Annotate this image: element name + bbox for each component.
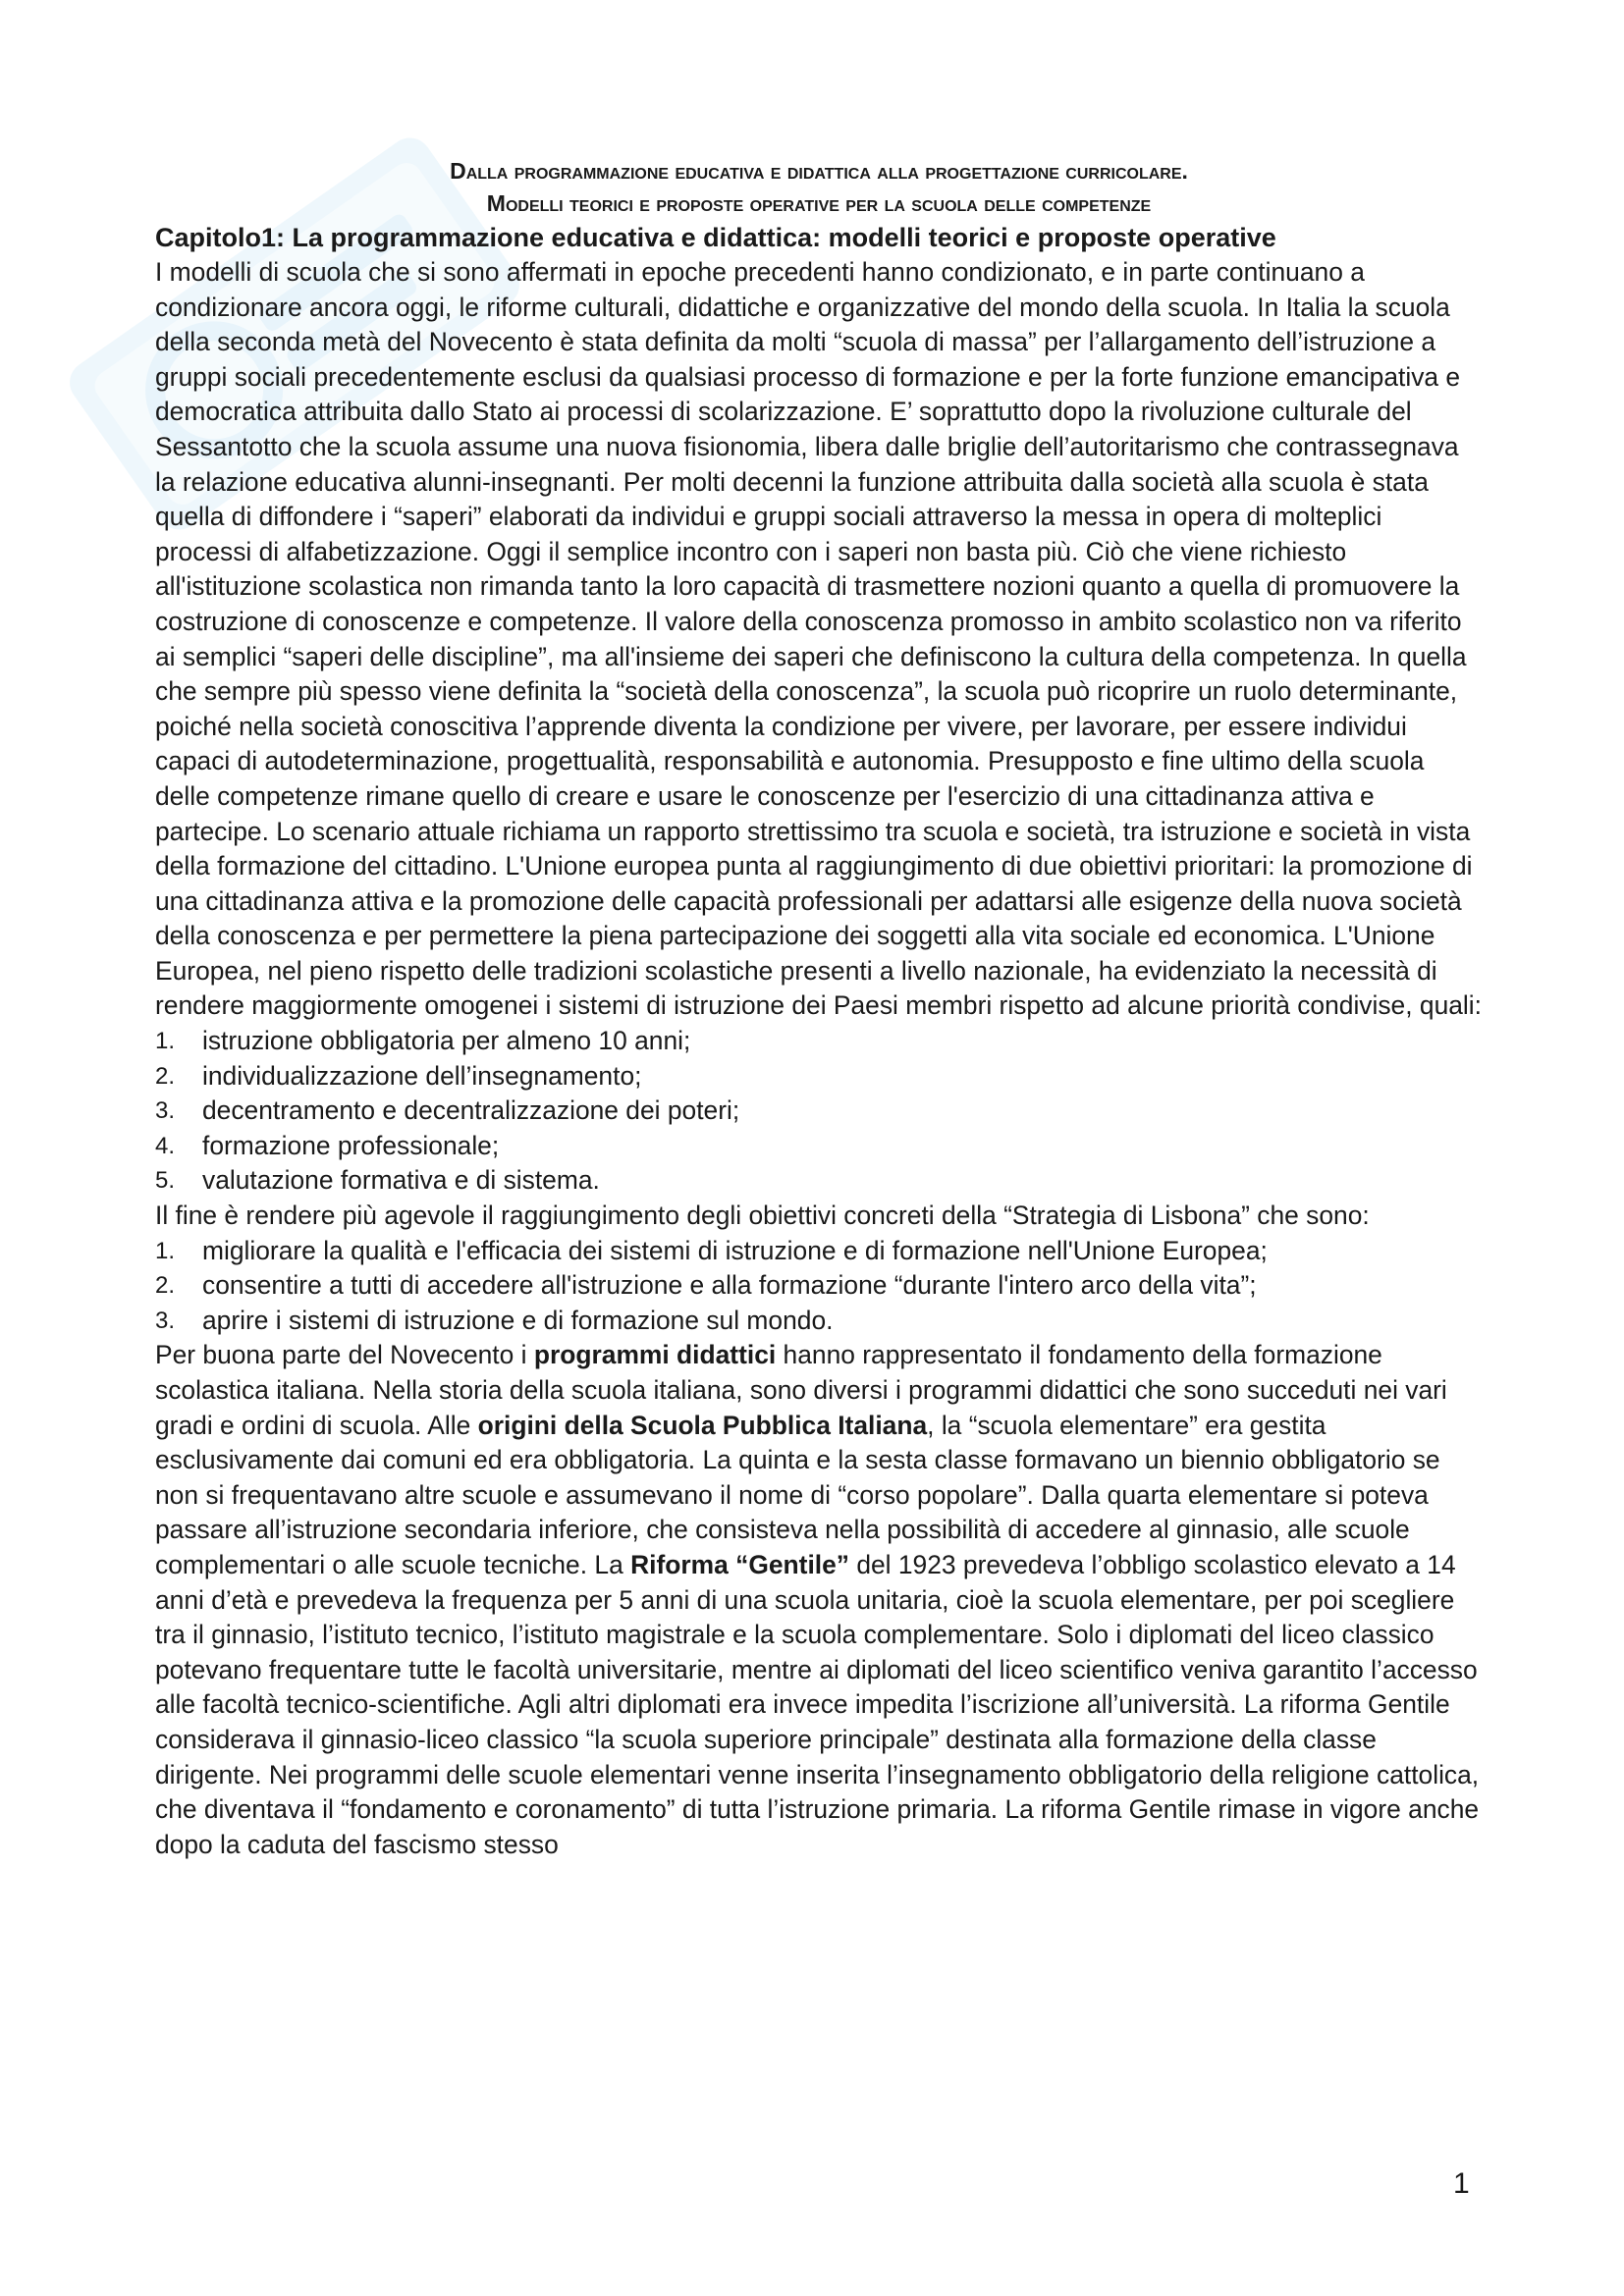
list-item-text: decentramento e decentralizzazione dei poteri; — [202, 1095, 740, 1126]
paragraph-lisbon: Il fine è rendere più agevole il raggiungimento degli obiettivi concreti della “Strategia di Lisbona” che sono: — [155, 1201, 1370, 1231]
list-item-number: 4. — [155, 1132, 176, 1159]
document-title-line-1: Dalla programmazione educativa e didattica alla progettazione curricolare. — [450, 158, 1188, 184]
list-item-text: valutazione formativa e di sistema. — [202, 1165, 600, 1196]
paragraph-intro: I modelli di scuola che si sono affermati in epoche precedenti hanno condizionato, e in parte continuano a condizionare ancora oggi, le riforme culturali, didattiche e organizzative del mondo della scuola. In Italia la scuola della seconda metà del Novecento è stata definita da molti “scuola di massa” per l’allargamento dell’istruzione a gruppi sociali precedentemente esclusi da qualsiasi processo di formazione e per la forte funzione emancipativa e democratica attribuita dallo Stato ai processi di scolarizzazione. E’ soprattutto dopo la rivoluzione culturale del Sessantotto che la scuola assume una nuova fisionomia, libera dalle briglie dell’autoritarismo che contrassegnava la relazione educativa alunni-insegnanti. Per molti decenni la funzione attribuita dalla società alla scuola è stata quella di diffondere i “saperi” elaborati da individui e gruppi sociali attraverso la messa in opera di molteplici processi di alfabetizzazione. Oggi il semplice incontro con i saperi non basta più. Ciò che viene richiesto all'istituzione scolastica non rimanda tanto la loro capacità di trasmettere nozioni quanto a quella di promuovere la costruzione di conoscenze e competenze. Il valore della conoscenza promosso in ambito scolastico non va riferito ai semplici “saperi delle discipline”, ma all'insieme dei saperi che definiscono la cultura della competenza. In quella che sempre più spesso viene definita la “società della conoscenza”, la scuola può ricoprire un ruolo determinante, poiché nella società conoscitiva l’apprende diventa la condizione per vivere, per lavorare, per essere individui capaci di autodeterminazione, progettualità, responsabilità e autonomia. Presupposto e fine ultimo della scuola delle competenze rimane quello di creare e usare le conoscenze per l'esercizio di una cittadinanza attiva e partecipe. Lo scenario attuale richiama un rapporto strettissimo tra scuola e società, tra istruzione e società in vista della formazione del cittadino. L'Unione europea punta al raggiungimento di due obiettivi prioritari: la promozione di una cittadinanza attiva e la promozione delle capacità professionali per adattarsi alle esigenze della nuova società della conoscenza e per permettere la piena partecipazione dei soggetti alla vita sociale ed economica. L'Unione Europea, nel pieno rispetto delle tradizioni scolastiche presenti a livello nazionale, ha evidenziato la necessità di rendere maggiormente omogenei i sistemi di istruzione dei Paesi membri rispetto ad alcune priorità condivise, quali: — [155, 257, 1482, 1021]
paragraph-text: Per buona parte del Novecento i — [155, 1340, 534, 1370]
priority-list — [155, 1024, 1483, 1199]
list-item-number: 5. — [155, 1167, 176, 1195]
document-title-line-2: Modelli teorici e proposte operative per la scuola delle competenze — [486, 190, 1152, 216]
chapter-title: Capitolo1: La programmazione educativa e didattica: modelli teorici e proposte operative — [155, 223, 1276, 252]
list-item — [155, 1163, 1483, 1199]
list-item-number: 2. — [155, 1272, 176, 1300]
list-item-text: istruzione obbligatoria per almeno 10 anni; — [202, 1026, 691, 1056]
list-item — [155, 1268, 1483, 1304]
list-item-number: 1. — [155, 1028, 176, 1055]
bold-term: programmi didattici — [533, 1340, 777, 1370]
list-item-number: 3. — [155, 1097, 176, 1125]
bold-term: origini della Scuola Pubblica Italiana — [477, 1410, 928, 1440]
list-item — [155, 1129, 1483, 1164]
paragraph-text: , la “scuola elementare” era gestita esclusivamente dai comuni ed era obbligatoria. La quinta e la sesta classe formavano un biennio obbligatorio se non si frequentavano altre scuole e assumevano il nome di “corso popolare”. Dalla quarta elementare si poteva passare all’istruzione secondaria inferiore, che consisteva nella possibilità di accedere al ginnasio, alle scuole complementari o alle scuole tecniche. La — [155, 1410, 1440, 1579]
bold-term: Riforma “Gentile” — [630, 1549, 849, 1579]
paragraph-history — [155, 1338, 1483, 1862]
list-item — [155, 1094, 1483, 1129]
list-item-text: consentire a tutti di accedere all'istruzione e alla formazione “durante l'intero arco della vita”; — [202, 1270, 1257, 1301]
list-item-text: migliorare la qualità e l'efficacia dei sistemi di istruzione e di formazione nell'Unione Europea; — [202, 1235, 1268, 1265]
lisbon-objectives-list — [155, 1234, 1483, 1339]
page-number: 1 — [1453, 2167, 1470, 2200]
list-item — [155, 1059, 1483, 1095]
list-item-number: 3. — [155, 1307, 176, 1334]
list-item-text: formazione professionale; — [202, 1130, 500, 1160]
list-item — [155, 1304, 1483, 1339]
paragraph-text: del 1923 prevedeva l’obbligo scolastico elevato a 14 anni d’età e prevedeva la frequenza per 5 anni di una scuola unitaria, cioè la scuola elementare, per poi scegliere tra il ginnasio, l’istituto tecnico, l’istituto magistrale e la scuola complementare. Solo i diplomati del liceo classico potevano frequentare tutte le facoltà universitarie, mentre ai diplomati del liceo scientifico veniva garantito l’accesso alle facoltà tecnico-scientifiche. Agli altri diplomati era invece impedita l’iscrizione all’università. La riforma Gentile considerava il ginnasio-liceo classico “la scuola superiore principale” destinata alla formazione della classe dirigente. Nei programmi delle scuole elementari venne inserita l’insegnamento obbligatorio della religione cattolica, che diventava il “fondamento e coronamento” di tutta l’istruzione primaria. La riforma Gentile rimase in vigore anche dopo la caduta del fascismo stesso — [155, 1549, 1480, 1859]
list-item — [155, 1234, 1483, 1269]
list-item — [155, 1024, 1483, 1059]
list-item-text: individualizzazione dell’insegnamento; — [202, 1060, 642, 1091]
list-item-text: aprire i sistemi di istruzione e di formazione sul mondo. — [202, 1305, 834, 1335]
list-item-number: 2. — [155, 1062, 176, 1090]
paragraph-text: hanno rappresentato il fondamento della formazione scolastica italiana. Nella storia della scuola italiana, sono diversi i programmi didattici che sono succeduti nei vari gradi e ordini di scuola. Alle — [155, 1340, 1447, 1440]
document-page — [155, 155, 1483, 1862]
list-item-number: 1. — [155, 1237, 176, 1264]
